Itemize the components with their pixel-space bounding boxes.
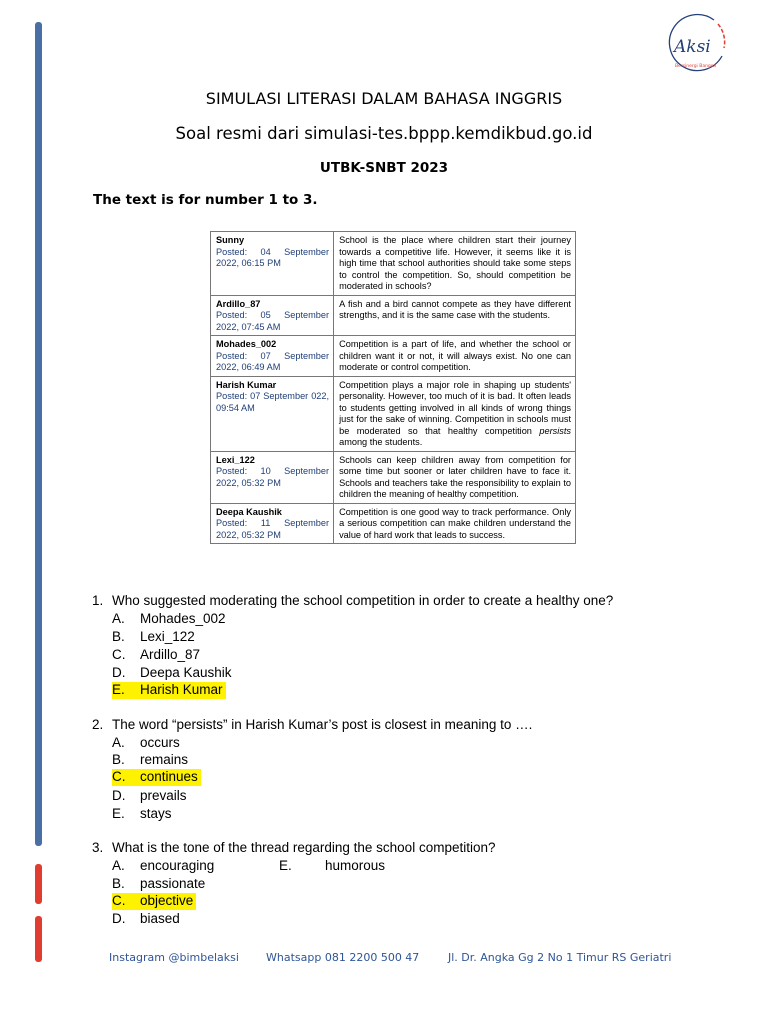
post-text: A fish and a bird cannot compete as they have different strengths, and it is the same case with the students. bbox=[334, 295, 576, 336]
question-text: The word “persists” in Harish Kumar’s post is closest in meaning to …. bbox=[112, 717, 533, 732]
question-number: 3. bbox=[92, 840, 104, 855]
exam-name: UTBK-SNBT 2023 bbox=[319, 160, 449, 176]
page-title: SIMULASI LITERASI DALAM BAHASA INGGRIS bbox=[205, 89, 563, 108]
question-number: 1. bbox=[92, 593, 104, 608]
post-text: School is the place where children start their journey towards a competitive life. However, it seems like it is high time that school authorities should take some steps to control the competition. So, should competition be moderated in schools? bbox=[334, 232, 576, 296]
footer-address: Jl. Dr. Angka Gg 2 No 1 Timur RS Geriatri bbox=[448, 951, 672, 964]
post-username: Deepa Kaushik bbox=[216, 506, 282, 517]
svg-text:Bersinergi Bangsa: Bersinergi Bangsa bbox=[675, 64, 716, 69]
option-3c-answer[interactable]: C. objective bbox=[112, 893, 196, 910]
passage-intro: The text is for number 1 to 3. bbox=[93, 192, 318, 208]
persists-word: persists bbox=[539, 425, 571, 436]
post-username: Harish Kumar bbox=[216, 379, 277, 390]
footer-instagram[interactable]: Instagram @bimbelaksi bbox=[109, 951, 239, 964]
post-username: Ardillo_87 bbox=[216, 298, 261, 309]
post-text: Competition is a part of life, and whether the school or children want it or not, it will always exist. No one can moderate or control competition. bbox=[334, 336, 576, 377]
post-date: Posted: 11 September 2022, 05:32 PM bbox=[216, 518, 330, 540]
svg-text:Aksi: Aksi bbox=[674, 37, 711, 57]
option-1e-answer[interactable]: E. Harish Kumar bbox=[112, 682, 226, 699]
forum-post bbox=[211, 376, 576, 451]
post-date: Posted: 10 September 2022, 05:32 PM bbox=[216, 466, 330, 488]
post-date: Posted: 04 September 2022, 06:15 PM bbox=[216, 246, 330, 268]
post-username: Lexi_122 bbox=[216, 454, 255, 465]
footer-whatsapp[interactable]: Whatsapp 081 2200 500 47 bbox=[266, 951, 420, 964]
question-number: 2. bbox=[92, 717, 104, 732]
question-text: What is the tone of the thread regarding the school competition? bbox=[112, 840, 496, 855]
question-1 bbox=[92, 593, 613, 608]
post-username: Sunny bbox=[216, 235, 245, 245]
post-text: Competition plays a major role in shaping up students' personality. However, too much of it is bad. It often leads to students getting involved in all kinds of wrong things just for the sake of winning. Competition in schools must be moderated so that healthy competition persists among the students. bbox=[334, 376, 576, 451]
forum-thread bbox=[210, 231, 576, 544]
forum-post bbox=[211, 336, 576, 377]
side-bar-red-top bbox=[35, 864, 42, 904]
post-username: Mohades_002 bbox=[216, 339, 277, 349]
question-text: Who suggested moderating the school competition in order to create a healthy one? bbox=[112, 593, 614, 608]
question-3 bbox=[92, 840, 495, 855]
question-2 bbox=[92, 717, 532, 732]
post-date: Posted: 07 September 022, 09:54 AM bbox=[216, 391, 330, 413]
forum-post bbox=[211, 232, 576, 296]
option-2c-answer[interactable]: C. continues bbox=[112, 769, 201, 786]
forum-post bbox=[211, 451, 576, 503]
side-bar-blue bbox=[35, 22, 42, 846]
post-date: Posted: 05 September 2022, 07:45 AM bbox=[216, 310, 330, 332]
post-text: Schools can keep children away from competition for some time but sooner or later children have to face it. Schools and teachers take the responsibility to explain to children the meaning of healthy competition. bbox=[334, 451, 576, 503]
post-date: Posted: 07 September 2022, 06:49 AM bbox=[216, 350, 330, 372]
side-bar-red-bottom bbox=[35, 916, 42, 962]
page-source: Soal resmi dari simulasi-tes.bppp.kemdikbud.go.id bbox=[175, 124, 593, 143]
forum-post bbox=[211, 295, 576, 336]
post-text: Competition is one good way to track performance. Only a serious competition can make children understand the value of hard work that leads to success. bbox=[334, 503, 576, 544]
forum-post bbox=[211, 503, 576, 544]
aksi-logo bbox=[662, 10, 730, 74]
